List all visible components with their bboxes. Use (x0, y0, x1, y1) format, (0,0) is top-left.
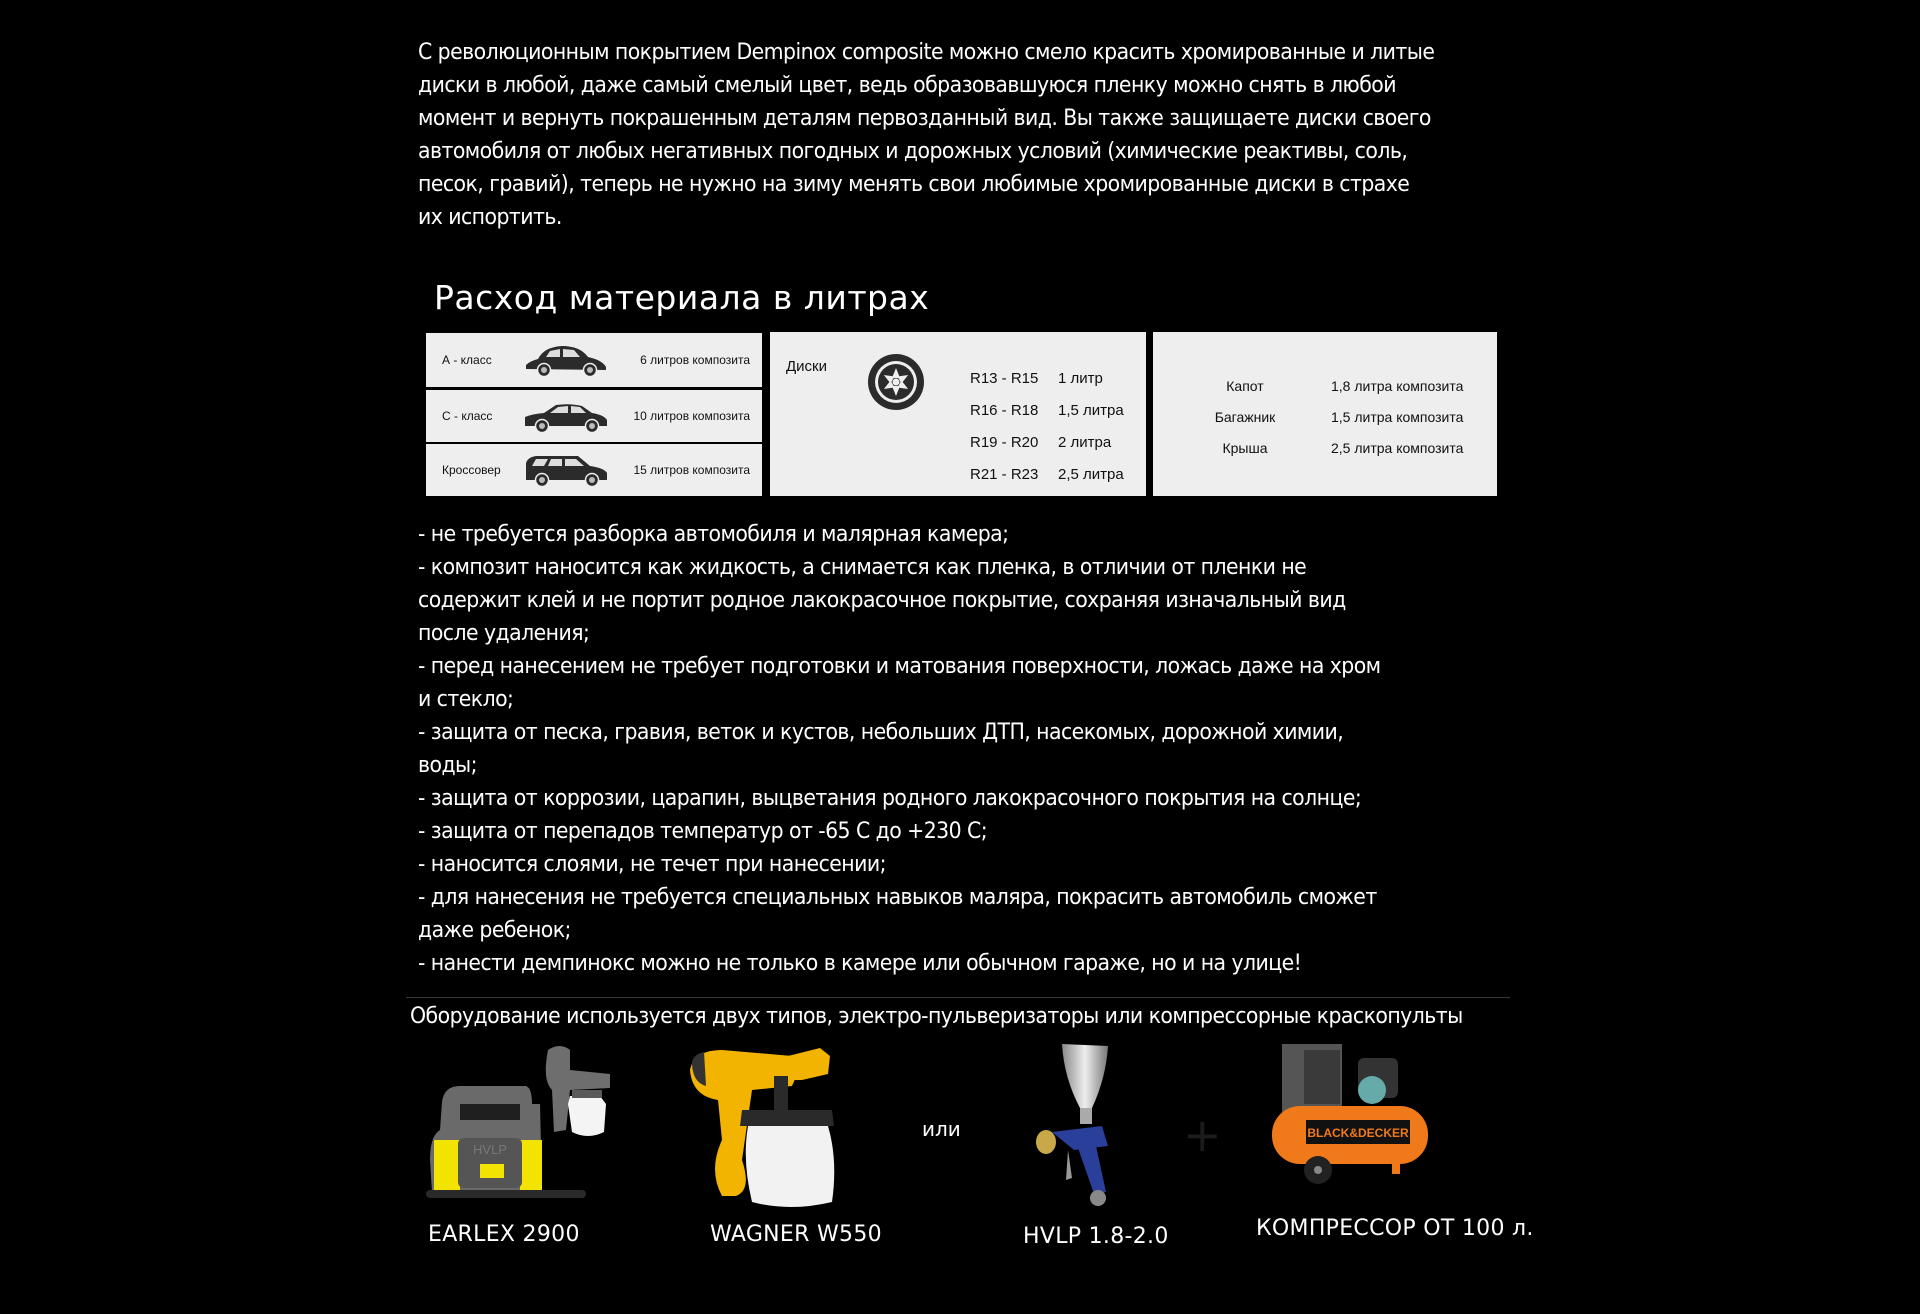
car-amount: 6 литров композита (640, 353, 750, 367)
product-label-hvlp: HVLP 1.8-2.0 (1023, 1224, 1169, 1249)
equipment-title: Оборудование используется двух типов, электро-пульверизаторы или компрессорные краскопульты (410, 1004, 1463, 1029)
feature-line: после удаления; (418, 621, 590, 646)
section-divider (406, 997, 1510, 998)
parts-panel (1153, 332, 1497, 496)
intro-line: песок, гравий), теперь не нужно на зиму менять свои любимые хромированные диски в страхе (418, 172, 1410, 197)
feature-line: - защита от коррозии, царапин, выцветания родного лакокрасочного покрытия на солнце; (418, 786, 1362, 811)
feature-line: - наносится слоями, не течет при нанесении; (418, 852, 886, 877)
feature-line: - защита от песка, гравия, веток и кустов, небольших ДТП, насекомых, дорожной химии, (418, 720, 1344, 745)
features-list (418, 518, 1441, 980)
parts-list (1195, 371, 1463, 464)
feature-line: - перед нанесением не требует подготовки и матования поверхности, ложась даже на хром (418, 654, 1381, 679)
disk-row: R13 - R15 1 литр (970, 370, 1103, 387)
feature-line: воды; (418, 753, 477, 778)
intro-line: автомобиля от любых негативных погодных и дорожных условий (химические реактивы, соль, (418, 139, 1408, 164)
intro-line: момент и вернуть покрашенным деталям первозданный вид. Вы также защищаете диски своего (418, 106, 1431, 131)
product-label-compressor: КОМПРЕССОР ОТ 100 л. (1256, 1216, 1534, 1241)
plus-sign: + (1183, 1108, 1222, 1162)
part-row: Крыша 2,5 литра композита (1222, 440, 1464, 456)
intro-line: С революционным покрытием Dempinox composite можно смело красить хромированные и литые (418, 40, 1435, 65)
product-label-wagner: WAGNER W550 (710, 1222, 882, 1247)
disk-row: R19 - R20 2 литра (970, 434, 1112, 451)
or-label: или (922, 1117, 961, 1141)
feature-line: и стекло; (418, 687, 514, 712)
beetle-car-icon (522, 343, 610, 377)
wagner-sprayer-icon (682, 1040, 862, 1210)
feature-line: даже ребенок; (418, 918, 571, 943)
disks-label: Диски (786, 358, 827, 375)
feature-line: - защита от перепадов температур от -65 С до +230 С; (418, 819, 988, 844)
feature-line: - для нанесения не требуется специальных навыков маляра, покрасить автомобиль сможет (418, 885, 1377, 910)
wheel-icon (866, 352, 926, 412)
hvlp-spray-gun-icon (1032, 1038, 1142, 1208)
consumption-title: Расход материала в литрах (434, 278, 930, 317)
feature-line: содержит клей и не портит родное лакокрасочное покрытие, сохраняя изначальный вид (418, 588, 1346, 613)
part-row: Багажник 1,5 литра композита (1214, 409, 1464, 425)
compressor-icon (1262, 1040, 1432, 1190)
disk-row: R21 - R23 2,5 литра (970, 466, 1124, 483)
car-amount: 15 литров композита (633, 463, 750, 477)
compressor-brand: BLACK&DECKER (1307, 1126, 1409, 1140)
feature-line: - нанести демпинокс можно не только в камере или обычном гараже, но и на улице! (418, 951, 1302, 976)
disks-panel (770, 332, 1146, 496)
intro-line: их испортить. (418, 205, 562, 230)
disk-size-list (970, 363, 1124, 491)
car-amount: 10 литров композита (633, 409, 750, 423)
disk-row: R16 - R18 1,5 литра (970, 402, 1124, 419)
earlex-sprayer-icon (420, 1040, 620, 1210)
car-class-label: Кроссовер (442, 463, 501, 477)
part-row: Капот 1,8 литра композита (1226, 378, 1464, 394)
svg-text:HVLP: HVLP (473, 1142, 507, 1157)
car-row-crossover (426, 444, 762, 496)
intro-line: диски в любой, даже самый смелый цвет, ведь образовавшуюся пленку можно снять в любой (418, 73, 1396, 98)
feature-line: - композит наносится как жидкость, а снимается как пленка, в отличии от пленки не (418, 555, 1307, 580)
suv-car-icon (522, 453, 610, 487)
car-row-c-class (426, 390, 762, 442)
car-row-a-class (426, 333, 762, 387)
product-label-earlex: EARLEX 2900 (428, 1222, 580, 1247)
feature-line: - не требуется разборка автомобиля и малярная камера; (418, 522, 1009, 547)
car-class-label: С - класс (442, 409, 493, 423)
car-class-label: А - класс (442, 353, 492, 367)
intro-paragraph (418, 36, 1441, 234)
sedan-car-icon (522, 399, 610, 433)
